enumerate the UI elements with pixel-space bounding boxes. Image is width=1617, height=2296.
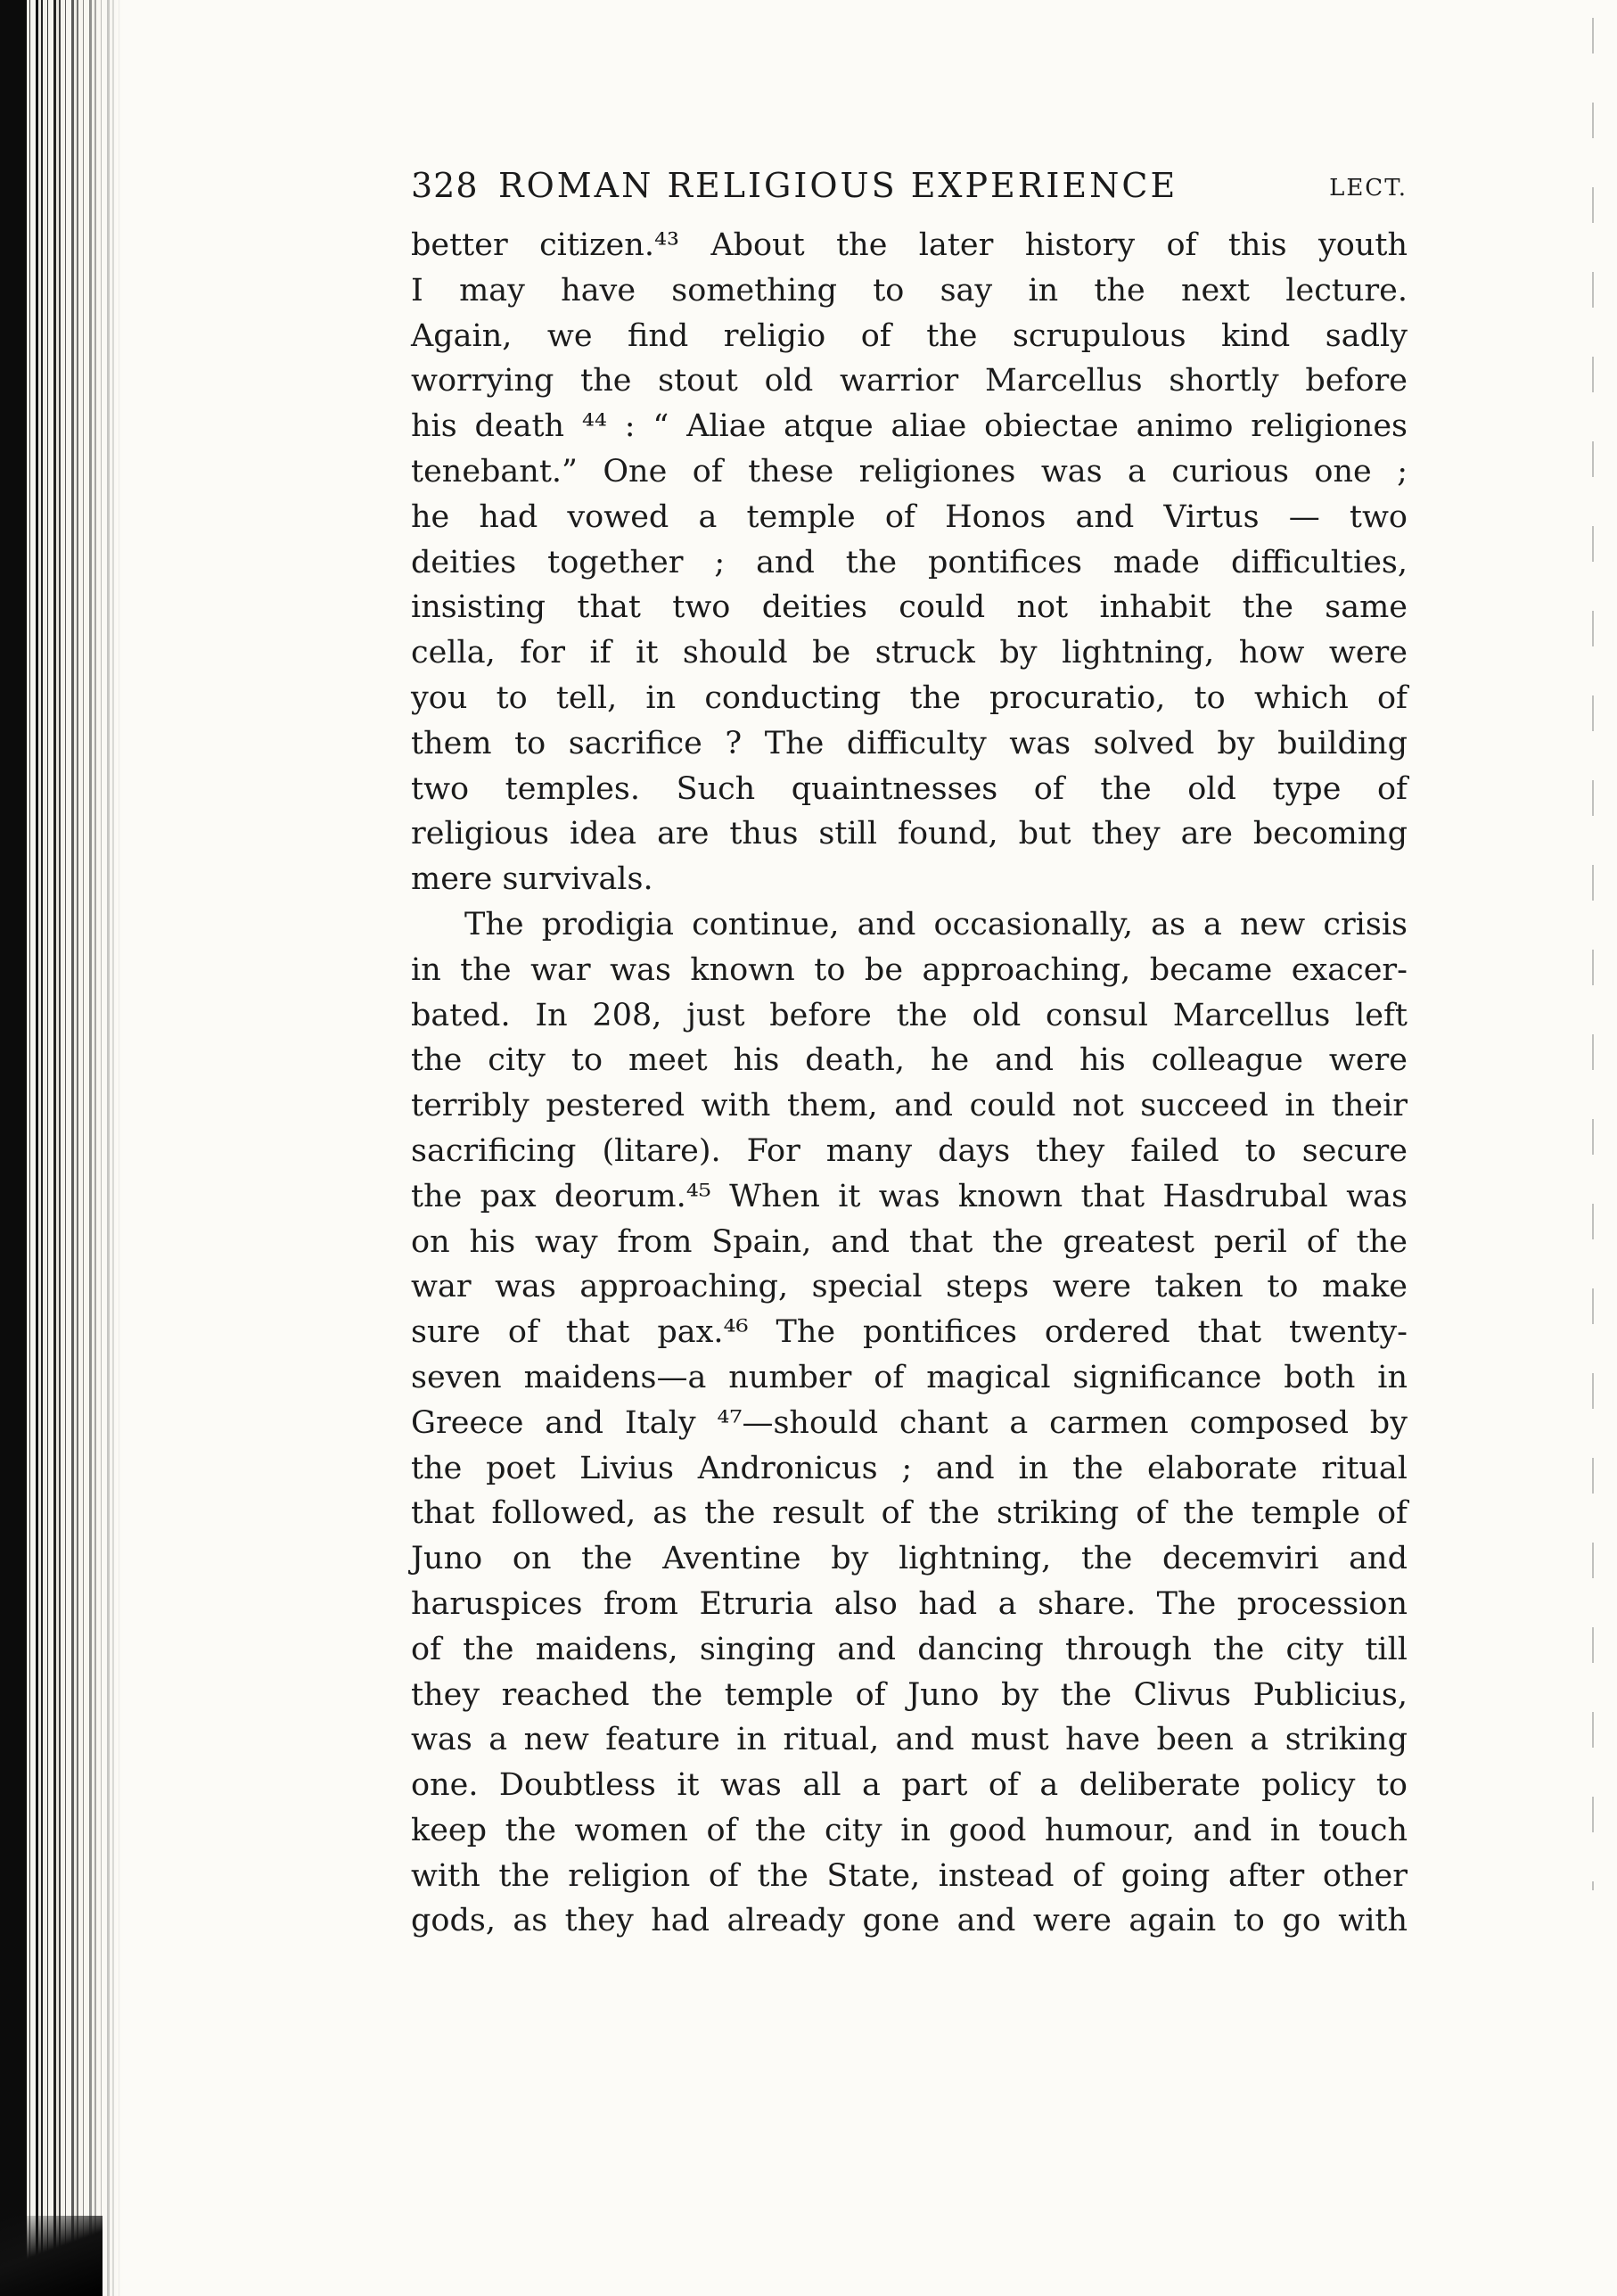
running-title: ROMAN RELIGIOUS EXPERIENCE	[498, 166, 1178, 205]
text-line: that followed, as the result of the striking of the temple of	[411, 1495, 1408, 1532]
text-line: cella, for if it should be struck by lightning, how were	[411, 635, 1408, 671]
paragraph-first-line: The prodigia continue, and occasionally, as a new crisis	[464, 906, 1408, 942]
text-line: war was approaching, special steps were taken to make	[411, 1269, 1408, 1305]
text-line: deities together ; and the pontifices made difficulties,	[411, 544, 1408, 580]
book-binding-shadow	[0, 0, 27, 2296]
paragraph-last-line: mere survivals.	[411, 861, 653, 898]
text-line: they reached the temple of Juno by the Clivus Publicius,	[411, 1676, 1408, 1713]
text-line: them to sacrifice ? The difficulty was solved by building	[411, 725, 1408, 761]
page-header	[411, 160, 1408, 223]
text-line: the poet Livius Andronicus ; and in the elaborate ritual	[411, 1450, 1408, 1486]
text-line: sacrificing (litare). For many days they failed to secure	[411, 1132, 1408, 1169]
text-line: Again, we find religio of the scrupulous kind sadly	[411, 317, 1408, 354]
book-page	[411, 160, 1408, 2211]
text-line: sure of that pax.⁴⁶ The pontifices ordered that twenty-	[411, 1314, 1408, 1351]
text-line: better citizen.⁴³ About the later history of this youth	[411, 227, 1408, 263]
text-line: religious idea are thus still found, but they are becoming	[411, 816, 1408, 852]
text-line: terribly pestered with them, and could not succeed in their	[411, 1088, 1408, 1124]
text-line: of the maidens, singing and dancing through the city till	[411, 1631, 1408, 1667]
text-line: worrying the stout old warrior Marcellus shortly before	[411, 363, 1408, 399]
text-line: seven maidens—a number of magical significance both in	[411, 1359, 1408, 1395]
text-line: the pax deorum.⁴⁵ When it was known that Hasdrubal was	[411, 1178, 1408, 1214]
text-line: I may have something to say in the next lecture.	[411, 272, 1408, 309]
text-line: two temples. Such quaintnesses of the old type of	[411, 770, 1408, 807]
text-line: bated. In 208, just before the old consul Marcellus left	[411, 997, 1408, 1033]
text-line: with the religion of the State, instead of going after other	[411, 1857, 1408, 1894]
text-line: was a new feature in ritual, and must have been a striking	[411, 1722, 1408, 1758]
page-number: 328	[411, 166, 479, 205]
text-line: haruspices from Etruria also had a share. The procession	[411, 1585, 1408, 1622]
text-line: Greece and Italy ⁴⁷—should chant a carmen composed by	[411, 1404, 1408, 1441]
text-line: the city to meet his death, he and his colleague were	[411, 1042, 1408, 1079]
text-line: his death ⁴⁴ : “ Aliae atque aliae obiectae animo religiones	[411, 408, 1408, 445]
text-line: keep the women of the city in good humour, and in touch	[411, 1812, 1408, 1848]
text-line: one. Doubtless it was all a part of a deliberate policy to	[411, 1767, 1408, 1804]
text-line: he had vowed a temple of Honos and Virtus — two	[411, 498, 1408, 535]
text-line: in the war was known to be approaching, became exacer-	[411, 951, 1408, 988]
text-line: insisting that two deities could not inhabit the same	[411, 589, 1408, 626]
text-line: on his way from Spain, and that the greatest peril of the	[411, 1223, 1408, 1260]
book-binding-foot-shadow	[0, 2216, 103, 2296]
text-line: tenebant.” One of these religiones was a curious one ;	[411, 453, 1408, 490]
text-line: you to tell, in conducting the procuratio, to which of	[411, 679, 1408, 716]
text-line: gods, as they had already gone and were again to go with	[411, 1903, 1408, 1939]
page-right-edge-marks	[1592, 18, 1594, 1890]
section-mark: LECT.	[1329, 175, 1408, 202]
body-text	[411, 223, 1408, 1944]
text-line: Juno on the Aventine by lightning, the decemviri and	[411, 1541, 1408, 1577]
